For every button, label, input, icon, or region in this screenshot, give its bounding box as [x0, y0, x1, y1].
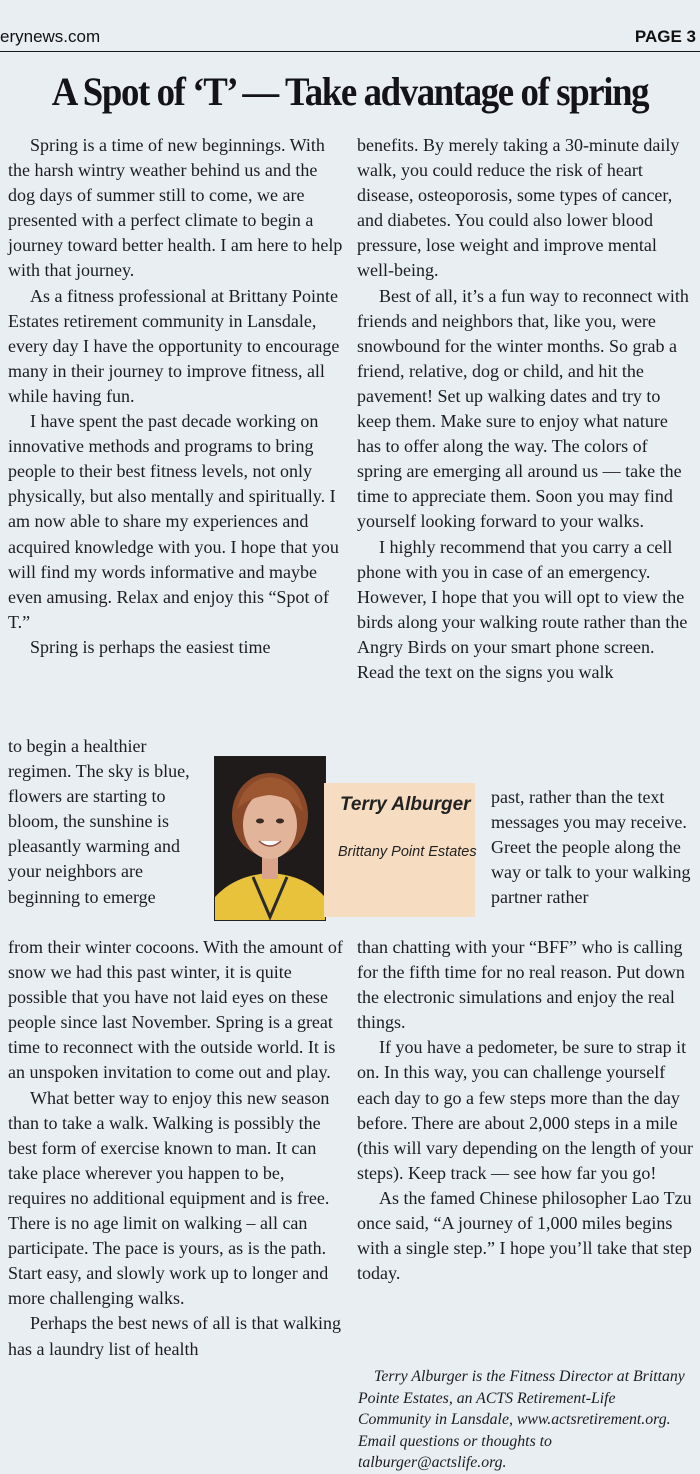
- paragraph: As the famed Chinese philosopher Lao Tzu once said, “A journey of 1,000 miles begins with a single step.” I hope you’ll take that step today.: [357, 1187, 692, 1284]
- article-title: A Spot of ‘T’ — Take advantage of spring: [51, 69, 649, 114]
- paragraph: Spring is perhaps the easiest time: [30, 636, 271, 657]
- right-column: [357, 133, 693, 685]
- paragraph: Best of all, it’s a fun way to reconnect with friends and neighbors that, like you, were snowbound for the winter months. So grab a friend, relative, dog or child, and hit the pavement! Set up walking dates and try to keep them. Make sure to enjoy what nature has to offer along the way. The colors of spring are emerging all around us — take the time to appreciate them. Soon you may find yourself looking forward to your walks.: [357, 285, 689, 532]
- left-wrap-text: to begin a healthier regimen. The sky is blue, flowers are starting to bloom, the sunshine is pleasantly warming and your neighbors are beginning to emerge: [8, 736, 190, 907]
- paragraph: As a fitness professional at Brittany Pointe Estates retirement community in Lansdale, every day I have the opportunity to encourage many in their journey to improve fitness, all while having fun.: [8, 285, 340, 406]
- right-wrap-text: past, rather than the text messages you may receive. Greet the people along the way or talk to your walking partner rather: [491, 787, 691, 908]
- caption-name: Terry Alburger: [340, 794, 471, 815]
- paragraph: from their winter cocoons. With the amount of snow we had this past winter, it is quite possible that you have not laid eyes on these people since last November. Spring is a great time to reconnect with the outside world. It is an unspoken invitation to come out and play.: [8, 937, 343, 1083]
- photo-caption: [324, 783, 475, 917]
- left-column: [8, 133, 346, 660]
- caption-location: Brittany Point Estates: [338, 844, 477, 860]
- page-number: PAGE 3: [634, 27, 696, 46]
- paragraph: benefits. By merely taking a 30-minute daily walk, you could reduce the risk of heart disease, osteoporosis, some types of cancer, and diabetes. You could also lower blood pressure, lose weight and improve mental well-being.: [357, 135, 680, 281]
- author-photo: [214, 756, 326, 921]
- header-rule: [0, 51, 700, 52]
- paragraph: Perhaps the best news of all is that walking has a laundry list of health: [8, 1313, 341, 1359]
- paragraph: Spring is a time of new beginnings. With the harsh wintry weather behind us and the dog days of summer still to come, we are presented with a perfect climate to begin a journey toward better health. I am here to help with that journey.: [8, 135, 343, 281]
- paragraph: I highly recommend that you carry a cell phone with you in case of an emergency. However, I hope that you will opt to view the birds along your walking route rather than the Angry Birds on your smart phone screen. Read the text on the signs you walk: [357, 536, 688, 682]
- author-photo-block: [214, 756, 475, 919]
- left-column-continued: [8, 935, 346, 1362]
- paragraph: than chatting with your “BFF” who is calling for the fifth time for no real reason. Put down the electronic simulations and enjoy the real things.: [357, 937, 685, 1033]
- paragraph: What better way to enjoy this new season than to take a walk. Walking is possibly the best form of exercise known to man. It can take place wherever you happen to be, requires no additional equipment and is free. There is no age limit on walking – all can participate. The pace is yours, as is the path. Start easy, and slowly work up to longer and more challenging walks.: [8, 1087, 330, 1309]
- paragraph: If you have a pedometer, be sure to strap it on. In this way, you can challenge yourself each day to go a few steps more than the day before. There are about 2,000 steps in a mile (this will vary depending on the length of your steps). Keep track — see how far you go!: [357, 1037, 693, 1183]
- right-column-continued: [357, 935, 693, 1286]
- paragraph: I have spent the past decade working on innovative methods and programs to bring people to their best fitness levels, not only physically, but also mentally and spiritually. I am now able to share my experiences and acquired knowledge with you. I hope that you will find my words informative and maybe even amusing. Relax and enjoy this “Spot of T.”: [8, 411, 339, 632]
- site-name: erynews.com: [0, 27, 101, 46]
- author-bio: Terry Alburger is the Fitness Director at Brittany Pointe Estates, an ACTS Retirement-Life Community in Lansdale, www.actsretirement.org. Email questions or thoughts to talburger@actslife.org.: [358, 1368, 685, 1472]
